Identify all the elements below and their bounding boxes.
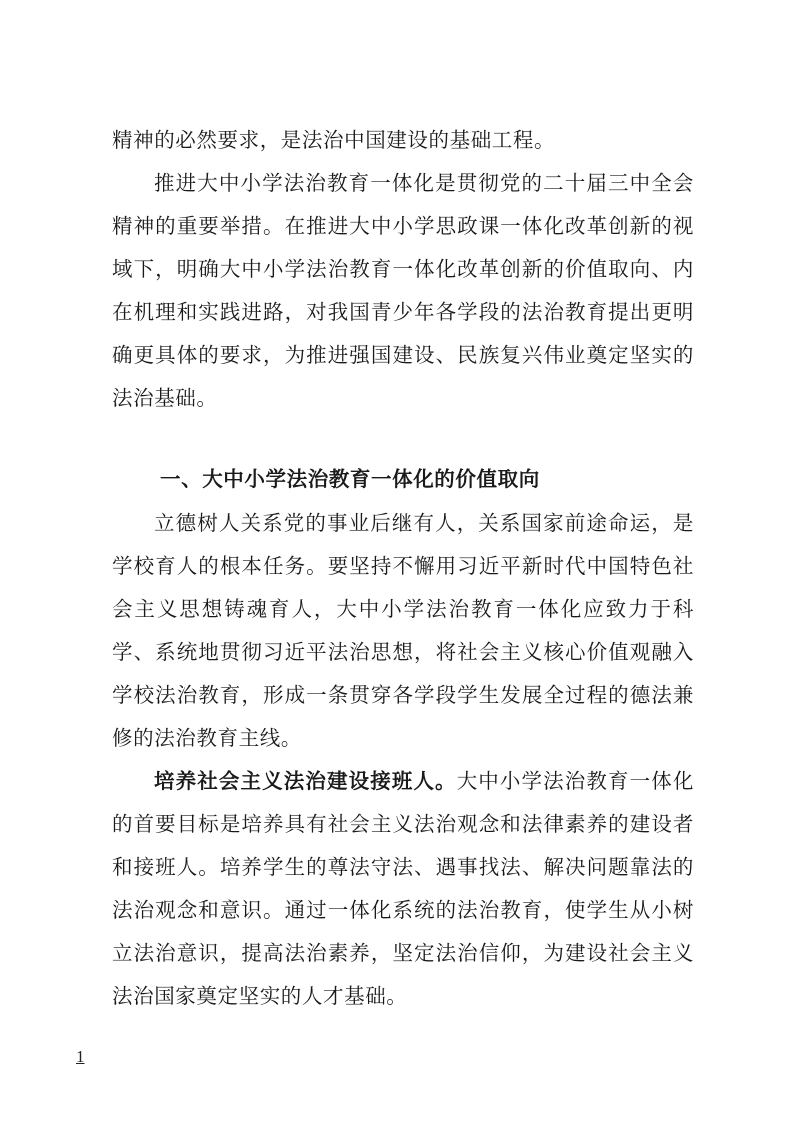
paragraph-lead-bold: 培养社会主义法治建设接班人。 <box>154 769 457 793</box>
paragraph-body: 大中小学法治教育一体化的首要目标是培养具有社会主义法治观念和法律素养的建设者和接班人。培养学生的尊法守法、遇事找法、解决问题靠法的法治观念和意识。通过一体化系统的法治教育，使学生从小树立法治意识，提高法治素养，坚定法治信仰，为建设社会主义法治国家奠定坚实的人才基础。 <box>112 769 694 1008</box>
paragraph-continued: 精神的必然要求，是法治中国建设的基础工程。 <box>112 128 556 152</box>
page-number: 1 <box>76 1047 85 1066</box>
paragraph-successors <box>112 760 694 1018</box>
section-heading: 一、大中小学法治教育一体化的价值取向 <box>160 467 540 491</box>
paragraph-moral-education: 立德树人关系党的事业后继有人，关系国家前途命运，是学校育人的根本任务。要坚持不懈用习近平新时代中国特色社会主义思想铸魂育人，大中小学法治教育一体化应致力于科学、系统地贯彻习近平法治思想，将社会主义核心价值观融入学校法治教育，形成一条贯穿各学段学生发展全过程的德法兼修的法治教育主线。 <box>112 511 694 750</box>
paragraph-integration-measure: 推进大中小学法治教育一体化是贯彻党的二十届三中全会精神的重要举措。在推进大中小学思政课一体化改革创新的视域下，明确大中小学法治教育一体化改革创新的价值取向、内在机理和实践进路，对我国青少年各学段的法治教育提出更明确更具体的要求，为推进强国建设、民族复兴伟业奠定坚实的法治基础。 <box>112 171 694 410</box>
